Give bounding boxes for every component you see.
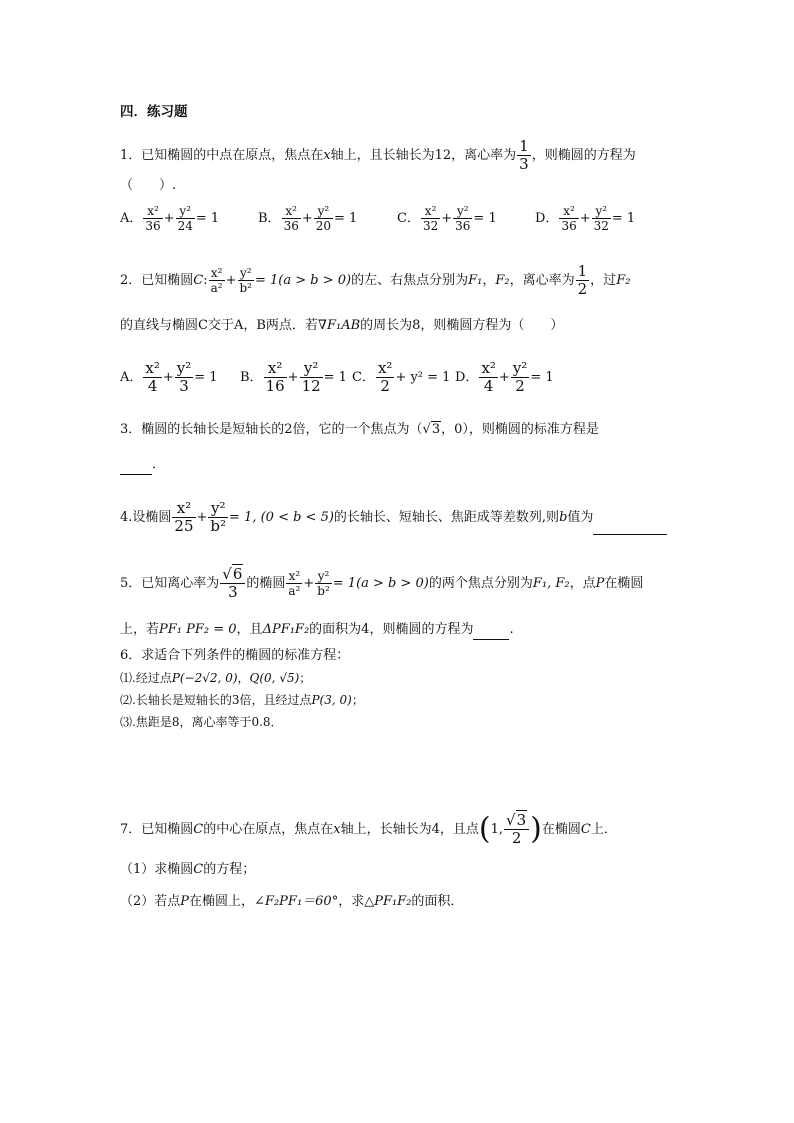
math-fragment: [314, 204, 333, 233]
q2-colon: :: [203, 273, 208, 288]
math-fragment: [208, 500, 228, 535]
q2-options-3-d2: 2: [511, 377, 530, 395]
q7-c: C: [193, 822, 204, 837]
q6-items-0-text: 经过点: [135, 671, 172, 685]
q2-text_d: ，过: [590, 273, 617, 288]
math-fragment: [479, 360, 497, 395]
q7-sub2_c: ，求△: [338, 894, 375, 909]
q6-items-0-m1: P(−2√2, 0): [171, 671, 238, 685]
math-fragment: [143, 204, 162, 233]
q1-options-1-eq: = 1: [334, 211, 358, 226]
q2-options-1-eq: = 1: [323, 370, 347, 385]
q5-frac_root: 6: [232, 565, 243, 583]
q7-sub1_c: C: [193, 862, 204, 877]
q7-sub-2: [120, 892, 674, 912]
q6-items-0-end: ；: [299, 671, 312, 685]
q5-text_e: 在椭圆: [604, 576, 644, 591]
q5-text_a: 5．已知离心率为: [120, 576, 220, 591]
q2-options-0-n1: x²: [145, 359, 160, 377]
q1-options-1-label: B．: [258, 211, 281, 226]
q7-text_a: 7．已知椭圆: [120, 822, 194, 837]
math-fragment: [143, 360, 161, 395]
q1-var-x: x: [323, 148, 331, 163]
q2-text_c: ，离心率为: [509, 273, 575, 288]
question-2-line2: [120, 316, 674, 336]
q1-eccentricity-fraction: [517, 138, 531, 173]
q2-frac_n: 1: [577, 262, 588, 280]
q6-items-0-m2: Q(0, √5): [249, 671, 300, 685]
q5-eccentricity-fraction: [220, 566, 245, 601]
q2-option-a: A． $\frac{\text{x²}}{4}$ + $\frac{\text{y²}}{3}$ = 1: [120, 359, 218, 395]
q1-options-0-n2: y²: [179, 204, 192, 218]
q2-options-3-d1: 4: [479, 377, 497, 395]
q5-line2_b: ，且: [236, 622, 263, 637]
q7-text_c: 轴上，长轴长为: [340, 822, 432, 837]
q2-option-b: B． $\frac{\text{x²}}{16}$ + $\frac{\text{y²}}{12}$ = 1: [240, 359, 347, 395]
q5-n1: x²: [288, 569, 301, 583]
q6-item-1: [120, 668, 674, 688]
q5-text_d: ，点: [569, 576, 596, 591]
q5-tri: ΔPF₁F₂: [262, 622, 310, 637]
q7-sub2_angle: ∠F₂PF₁＝60°: [254, 894, 339, 909]
q5-blank[interactable]: [473, 625, 509, 640]
q5-p: P: [595, 576, 605, 591]
q5-frac_d: 3: [220, 583, 245, 601]
question-7: [120, 812, 674, 847]
q2-options-2-label: C．: [352, 370, 375, 385]
q1-options-2-eq: = 1: [473, 211, 497, 226]
question-6-title: 6．求适合下列条件的椭圆的标准方程：: [120, 648, 350, 663]
q7-pt_d: 2: [504, 829, 529, 847]
q4-n1: x²: [176, 499, 192, 517]
q2-d2: b²: [239, 281, 252, 295]
q1-option-a: A． $\frac{\text{x²}}{36}$ + $\frac{\text{y²}}{24}$ = 1: [120, 204, 220, 233]
q1-options-0-d1: 36: [145, 219, 161, 233]
q2-options-2-n1: x²: [377, 359, 393, 377]
q2-name: C: [193, 273, 204, 288]
q1-frac_d: 3: [519, 155, 529, 173]
q2-options-3-n2: y²: [512, 359, 528, 377]
math-fragment: [559, 204, 578, 233]
math-fragment: [300, 360, 323, 395]
q1-options-2-label: C．: [397, 211, 420, 226]
q1-options-2-d2: 36: [455, 219, 471, 233]
question-3: [120, 420, 674, 440]
q7-sub1_a: （1）求椭圆: [120, 862, 194, 877]
q1-options-0-label: A．: [120, 211, 143, 226]
q2-options-3-label: D．: [455, 370, 479, 385]
math-fragment: [172, 500, 195, 535]
q1-option-c: C． $\frac{\text{x²}}{32}$ + $\frac{\text{y²}}{36}$ = 1: [397, 204, 497, 233]
q5-cond: = 1(a > b > 0): [332, 576, 429, 591]
q1-options-3-n2: y²: [595, 204, 608, 218]
q1-options-2-d1: 32: [422, 219, 439, 233]
q1-options-0-eq: = 1: [195, 211, 220, 226]
q4-cond: = 1, (0 < b < 5): [229, 510, 334, 525]
q7-text_b: 的中心在原点，焦点在: [203, 822, 334, 837]
q1-options-1-d1: 36: [283, 219, 299, 233]
q2-sep: ，: [482, 273, 496, 288]
q2-f2b: F₂: [616, 273, 631, 288]
q7-point-fraction: [504, 812, 529, 847]
q4-text_c: 值为: [567, 510, 594, 525]
q4-var_b: b: [559, 510, 568, 525]
q2-tri: ∇F₁AB: [317, 318, 361, 333]
math-fragment: [238, 266, 255, 295]
q7-sub2_p: P: [180, 894, 190, 909]
q2-options-2-tail: + y² = 1: [395, 370, 451, 385]
q1-options-2-n2: y²: [456, 204, 469, 218]
q1-options-3-n1: x²: [563, 204, 575, 218]
q2-options-0-eq: = 1: [194, 370, 218, 385]
question-5-line2: [120, 620, 674, 640]
q7-c2: C: [580, 822, 591, 837]
q1-options-1-n1: x²: [285, 204, 297, 218]
q1-option-b: B． $\frac{\text{x²}}{36}$ + $\frac{\text{y²}}{20}$ = 1: [258, 204, 358, 233]
question-4: 4.设椭圆 $\frac{\text{x²}}{25}$ + $\frac{\text{y²}}{\text{b²}}$ = 1, (0 < b < 5)的长轴长、短轴长、焦距成等差数列,则b值为: [120, 500, 674, 535]
q7-sub-1: [120, 860, 674, 880]
math-fragment: [286, 569, 302, 598]
q6-item-3: [120, 712, 674, 732]
q3-end: ．: [152, 457, 166, 472]
q1-answer-paren: （ ）.: [120, 178, 177, 193]
q6-items-0-sep: ，: [237, 671, 250, 685]
q5-foci: F₁, F₂: [532, 576, 570, 591]
q4-n2: y²: [210, 499, 226, 517]
q2-f1: F₁: [468, 273, 483, 288]
q3-blank[interactable]: [120, 460, 152, 475]
q3-text_b: ，0），则椭圆的标准方程是: [441, 422, 599, 437]
math-fragment: [209, 266, 225, 295]
q1-text-b: 轴上，且长轴长为12，离心率为: [330, 148, 517, 163]
q1-text-a: 1．已知椭圆的中点在原点，焦点在: [120, 148, 324, 163]
q6-item-2: [120, 690, 674, 710]
q7-text_d: ，且点: [439, 822, 479, 837]
q2-d1: a²: [210, 281, 223, 295]
q7-sub2_b: 在椭圆上，: [189, 894, 255, 909]
q5-d1: a²: [288, 584, 301, 598]
question-1: [120, 138, 674, 173]
q5-d2: b²: [317, 584, 330, 598]
q1-options-3-label: D．: [535, 211, 559, 226]
math-fragment: √6: [222, 565, 243, 583]
q2-options-1-n1: x²: [267, 359, 283, 377]
q2-options-0-d2: 3: [175, 377, 194, 395]
math-fragment: [176, 204, 195, 233]
q6-items-2-text: 焦距是8，离心率等于0.8．: [135, 715, 283, 729]
q3-text_a: 3．椭圆的长轴长是短轴长的2倍，它的一个焦点为（: [120, 422, 423, 437]
q1-option-d: D． $\frac{\text{x²}}{36}$ + $\frac{\text{y²}}{32}$ = 1: [535, 204, 636, 233]
q2-options-0-n2: y²: [176, 359, 192, 377]
q7-sub1_b: 的方程；: [203, 862, 256, 877]
q6-items-2-label: ⑶.: [120, 715, 136, 729]
q2-options-0-d1: 4: [143, 377, 161, 395]
q6-items-1-end: ；: [351, 693, 364, 707]
q3-root: 3: [431, 422, 441, 437]
math-fragment: [282, 204, 301, 233]
q2-options-1-n2: y²: [303, 359, 319, 377]
q7-sub2_tri: PF₁F₂: [374, 894, 412, 909]
q2-options-0-label: A．: [120, 370, 143, 385]
q7-pt_root: 3: [516, 811, 527, 829]
q2-option-d: D． $\frac{\text{x²}}{4}$ + $\frac{\text{y²}}{2}$ = 1: [455, 359, 554, 395]
math-fragment: √3: [506, 811, 527, 829]
q6-items-1-text: 长轴长是短轴长的3倍，且经过点: [135, 693, 312, 707]
q5-line2_c: 的面积为4，则椭圆的方程为: [309, 622, 474, 637]
math-fragment: [376, 360, 394, 395]
q2-options-1-d1: 16: [265, 377, 285, 395]
q1-options-2-n1: x²: [424, 204, 437, 218]
q2-frac_d: 2: [577, 280, 588, 298]
q4-d1: 25: [174, 517, 194, 535]
q1-options-0-n1: x²: [147, 204, 159, 218]
math-fragment: √: [422, 422, 431, 437]
q2-cond: = 1(a > b > 0): [255, 273, 352, 288]
q2-eccentricity-fraction: [576, 263, 590, 298]
question-2: 2．已知椭圆C: $\frac{\text{x²}}{\text{a²}}$ + $\frac{\text{y²}}{\text{b²}}$ = 1(a > b > 0)的左、右焦点分别为F₁，F₂，离心率为 $\frac{1}{2}$ ，过F₂: [120, 262, 631, 298]
math-fragment: (: [478, 811, 491, 847]
math-fragment: [421, 204, 440, 233]
math-fragment: [264, 360, 287, 395]
math-fragment: [511, 360, 530, 395]
q2-text_a: 2．已知椭圆: [120, 273, 194, 288]
q5-line2_a: 上，若: [120, 622, 160, 637]
q2-options-3-eq: = 1: [530, 370, 554, 385]
q2-n2: y²: [239, 266, 252, 280]
q1-frac_n: 1: [519, 137, 529, 155]
q3-answer-blank: [120, 455, 674, 475]
q6-items-1-m1: P(3, 0): [311, 693, 352, 707]
q7-text_f: 上．: [590, 822, 617, 837]
q1-options-3-d2: 32: [593, 219, 609, 233]
q5-vec: PF₁ PF₂ = 0: [159, 622, 237, 637]
q7-sub2_d: 的面积．: [411, 894, 464, 909]
q1-options-1-n2: y²: [317, 204, 330, 218]
q6-items-0-label: ⑴.: [120, 671, 136, 685]
q4-d2: b²: [210, 517, 227, 535]
math-fragment: [592, 204, 611, 233]
q2-options-3-n1: x²: [481, 359, 496, 377]
q2-n1: x²: [210, 266, 223, 280]
math-fragment: [315, 569, 332, 598]
q4-blank[interactable]: [593, 520, 667, 535]
q2-options-2-d1: 2: [376, 377, 394, 395]
q1-options-3-d1: 36: [561, 219, 577, 233]
q4-text_a: 4.设椭圆: [120, 510, 172, 525]
q2-line2_a: 的直线与椭圆C交于A，B两点．若: [120, 318, 318, 333]
q7-x: x: [333, 822, 341, 837]
question-5: 5．已知离心率为 $\frac{√6}{3}$ 的椭圆 $\frac{\text{x²}}{\text{a²}}$ + $\frac{\text{y²}}{\text{b²}}$ = 1(a > b > 0)的两个焦点分别为F₁, F₂，点P在椭圆: [120, 565, 644, 601]
q7-pt_a: 1,: [490, 822, 504, 837]
q2-text_b: 的左、右焦点分别为: [351, 273, 469, 288]
q7-text_e: 在椭圆: [541, 822, 581, 837]
q1-options-3-eq: = 1: [611, 211, 636, 226]
q6-items-1-label: ⑵.: [120, 693, 136, 707]
q4-text_b: 的长轴长、短轴长、焦距成等差数列,则: [333, 510, 560, 525]
q2-options-1-d2: 12: [301, 377, 321, 395]
math-fragment: [453, 204, 472, 233]
q7-sub2_a: （2）若点: [120, 894, 181, 909]
q1-options-1-d2: 20: [315, 219, 332, 233]
q2-option-c: [352, 360, 450, 395]
q2-line2_b: 的周长为8，则椭圆方程为（ ）: [360, 318, 564, 333]
math-fragment: [175, 360, 194, 395]
q5-end: .: [509, 622, 514, 637]
q5-n2: y²: [317, 569, 330, 583]
section-heading: 四．练习题: [120, 104, 188, 120]
q2-f2: F₂: [495, 273, 510, 288]
q7-four: 4: [431, 822, 440, 837]
q2-options-1-label: B．: [240, 370, 263, 385]
q5-text_b: 的椭圆: [246, 576, 286, 591]
q1-text-c: ，则椭圆的方程为: [531, 148, 636, 163]
q5-text_c: 的两个焦点分别为: [428, 576, 533, 591]
math-fragment: ): [530, 811, 542, 847]
q1-options-0-d2: 24: [177, 219, 193, 233]
